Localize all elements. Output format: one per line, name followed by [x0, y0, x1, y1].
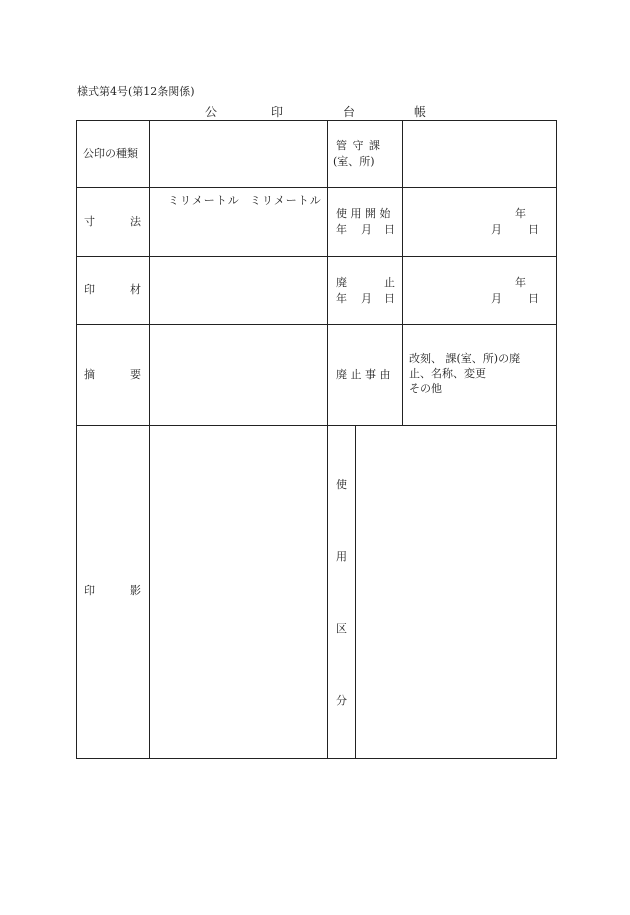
summary-label-char-2: 要: [130, 368, 141, 381]
dimensions-label-char-2: 法: [130, 215, 141, 228]
abolish-reason-option-line1: 改刻、 課(室、所)の廃: [409, 352, 521, 365]
dimensions-unit-1: ミリメートル: [168, 194, 240, 207]
start-date-day-char: 日: [384, 223, 395, 236]
column-divider: [355, 425, 356, 759]
column-divider: [149, 120, 150, 759]
table-border-left: [76, 120, 77, 759]
form-number-label: 様式第4号(第12条関係): [77, 85, 195, 98]
title-char-4: 帳: [414, 105, 427, 119]
abolish-date-label-char-1: 廃: [336, 276, 347, 289]
start-month-field: 月: [491, 223, 502, 236]
usage-class-char-3: 区: [336, 622, 347, 635]
start-date-label-line1: 使 用 開 始: [336, 207, 391, 220]
column-divider: [402, 120, 403, 426]
start-date-month-char: 月: [361, 223, 372, 236]
usage-class-char-1: 使: [336, 478, 347, 491]
abolish-year-field: 年: [515, 276, 526, 289]
material-label-char-1: 印: [84, 283, 95, 296]
start-day-field: 日: [528, 223, 539, 236]
table-border-right: [556, 120, 557, 759]
dimensions-unit-2: ミリメートル: [250, 194, 322, 207]
abolish-date-day-char: 日: [384, 292, 395, 305]
column-divider: [327, 120, 328, 759]
impression-label-char-1: 印: [84, 584, 95, 597]
material-label-char-2: 材: [130, 283, 141, 296]
usage-class-char-2: 用: [336, 550, 347, 563]
summary-label-char-1: 摘: [84, 368, 95, 381]
title-char-2: 印: [271, 105, 284, 119]
managing-section-label-line1: 管 守 課: [336, 139, 381, 152]
abolish-date-label-char-2: 止: [384, 276, 395, 289]
dimensions-label-char-1: 寸: [84, 215, 95, 228]
abolish-reason-label: 廃 止 事 由: [336, 368, 391, 381]
title-char-3: 台: [343, 105, 356, 119]
managing-section-label-line2: (室、所): [333, 155, 375, 168]
abolish-reason-option-line3: その他: [409, 382, 442, 395]
start-date-year-char: 年: [336, 223, 347, 236]
abolish-date-month-char: 月: [361, 292, 372, 305]
seal-type-label: 公印の種類: [83, 147, 138, 160]
abolish-reason-option-line2: 止、名称、変更: [409, 367, 486, 380]
impression-label-char-2: 影: [130, 584, 141, 597]
abolish-day-field: 日: [528, 292, 539, 305]
title-char-1: 公: [205, 105, 218, 119]
start-year-field: 年: [515, 207, 526, 220]
abolish-date-year-char: 年: [336, 292, 347, 305]
abolish-month-field: 月: [491, 292, 502, 305]
usage-class-char-4: 分: [336, 694, 347, 707]
